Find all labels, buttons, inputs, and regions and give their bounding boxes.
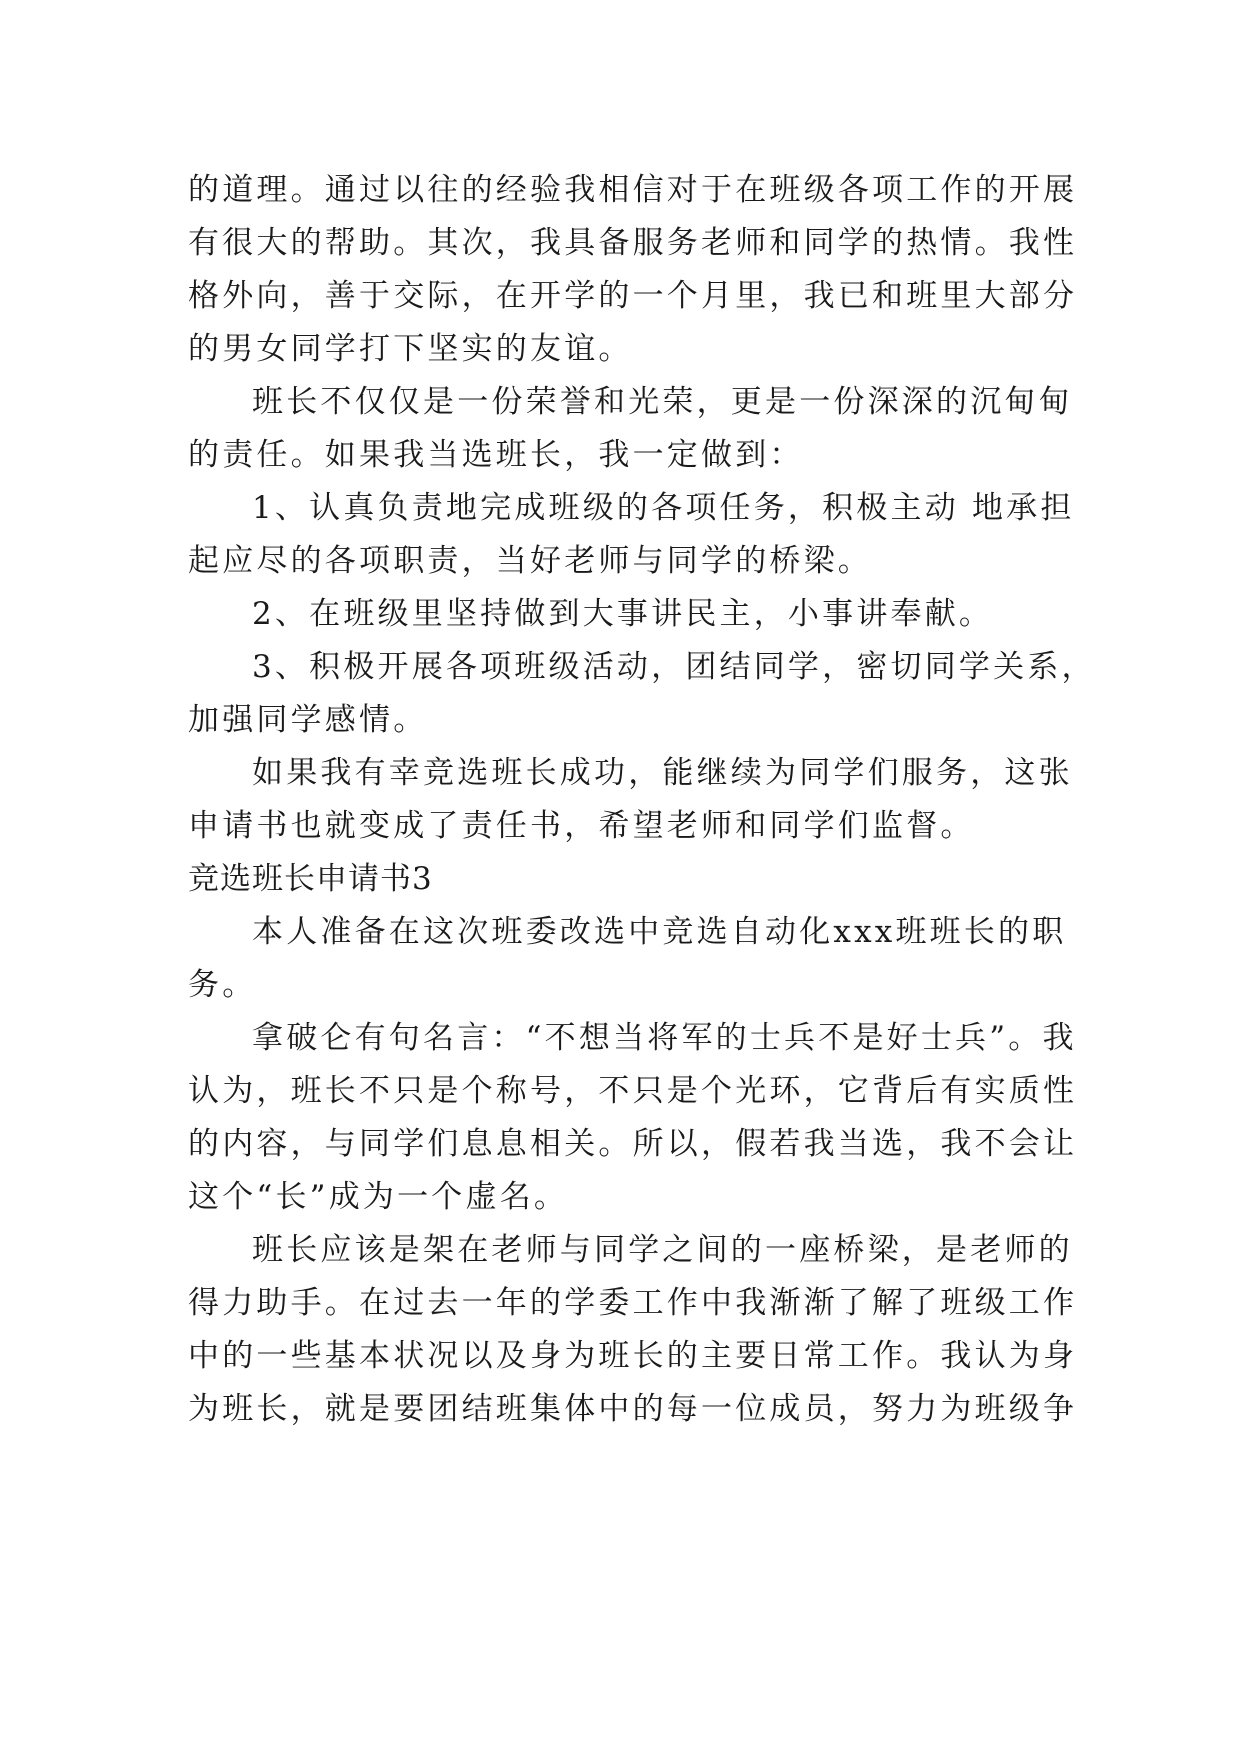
body-text-line: 这个“长”成为一个虚名。 bbox=[188, 1179, 569, 1215]
paragraph-first-line: 拿破仑有句名言：“不想当将军的士兵不是好士兵”。我 bbox=[252, 1020, 1077, 1056]
list-item-2: 2、在班级里坚持做到大事讲民主，小事讲奉献。 bbox=[252, 596, 994, 632]
paragraph-first-line: 如果我有幸竞选班长成功，能继续为同学们服务，这张 bbox=[252, 755, 1073, 791]
body-text-line: 为班长，就是要团结班集体中的每一位成员，努力为班级争 bbox=[188, 1391, 1078, 1427]
body-text-line: 得力助手。在过去一年的学委工作中我渐渐了解了班级工作 bbox=[188, 1285, 1078, 1321]
list-item-1: 1、认真负责地完成班级的各项任务，积极主动 地承担 bbox=[252, 490, 1075, 526]
body-text-line: 中的一些基本状况以及身为班长的主要日常工作。我认为身 bbox=[188, 1338, 1078, 1374]
body-text-line: 认为，班长不只是个称号，不只是个光环，它背后有实质性 bbox=[188, 1073, 1078, 1109]
body-text-line: 的男女同学打下坚实的友谊。 bbox=[188, 331, 633, 367]
body-text-line: 起应尽的各项职责，当好老师与同学的桥梁。 bbox=[188, 543, 872, 579]
body-text-line: 的道理。通过以往的经验我相信对于在班级各项工作的开展 bbox=[188, 172, 1078, 208]
section-heading: 竞选班长申请书3 bbox=[188, 861, 433, 897]
paragraph-first-line: 班长应该是架在老师与同学之间的一座桥梁，是老师的 bbox=[252, 1232, 1073, 1268]
list-item-3: 3、积极开展各项班级活动，团结同学，密切同学关系， bbox=[252, 649, 1096, 685]
body-text-line: 有很大的帮助。其次，我具备服务老师和同学的热情。我性 bbox=[188, 225, 1078, 261]
body-text-line: 的责任。如果我当选班长，我一定做到： bbox=[188, 437, 804, 473]
body-text-line: 务。 bbox=[188, 967, 257, 1003]
body-text-line: 加强同学感情。 bbox=[188, 702, 428, 738]
paragraph-first-line: 班长不仅仅是一份荣誉和光荣，更是一份深深的沉甸甸 bbox=[252, 384, 1073, 420]
paragraph-first-line: 本人准备在这次班委改选中竞选自动化xxx班班长的职 bbox=[252, 914, 1067, 950]
body-text-line: 的内容，与同学们息息相关。所以，假若我当选，我不会让 bbox=[188, 1126, 1078, 1162]
body-text-line: 申请书也就变成了责任书，希望老师和同学们监督。 bbox=[188, 808, 975, 844]
body-text-line: 格外向，善于交际，在开学的一个月里，我已和班里大部分 bbox=[188, 278, 1078, 314]
